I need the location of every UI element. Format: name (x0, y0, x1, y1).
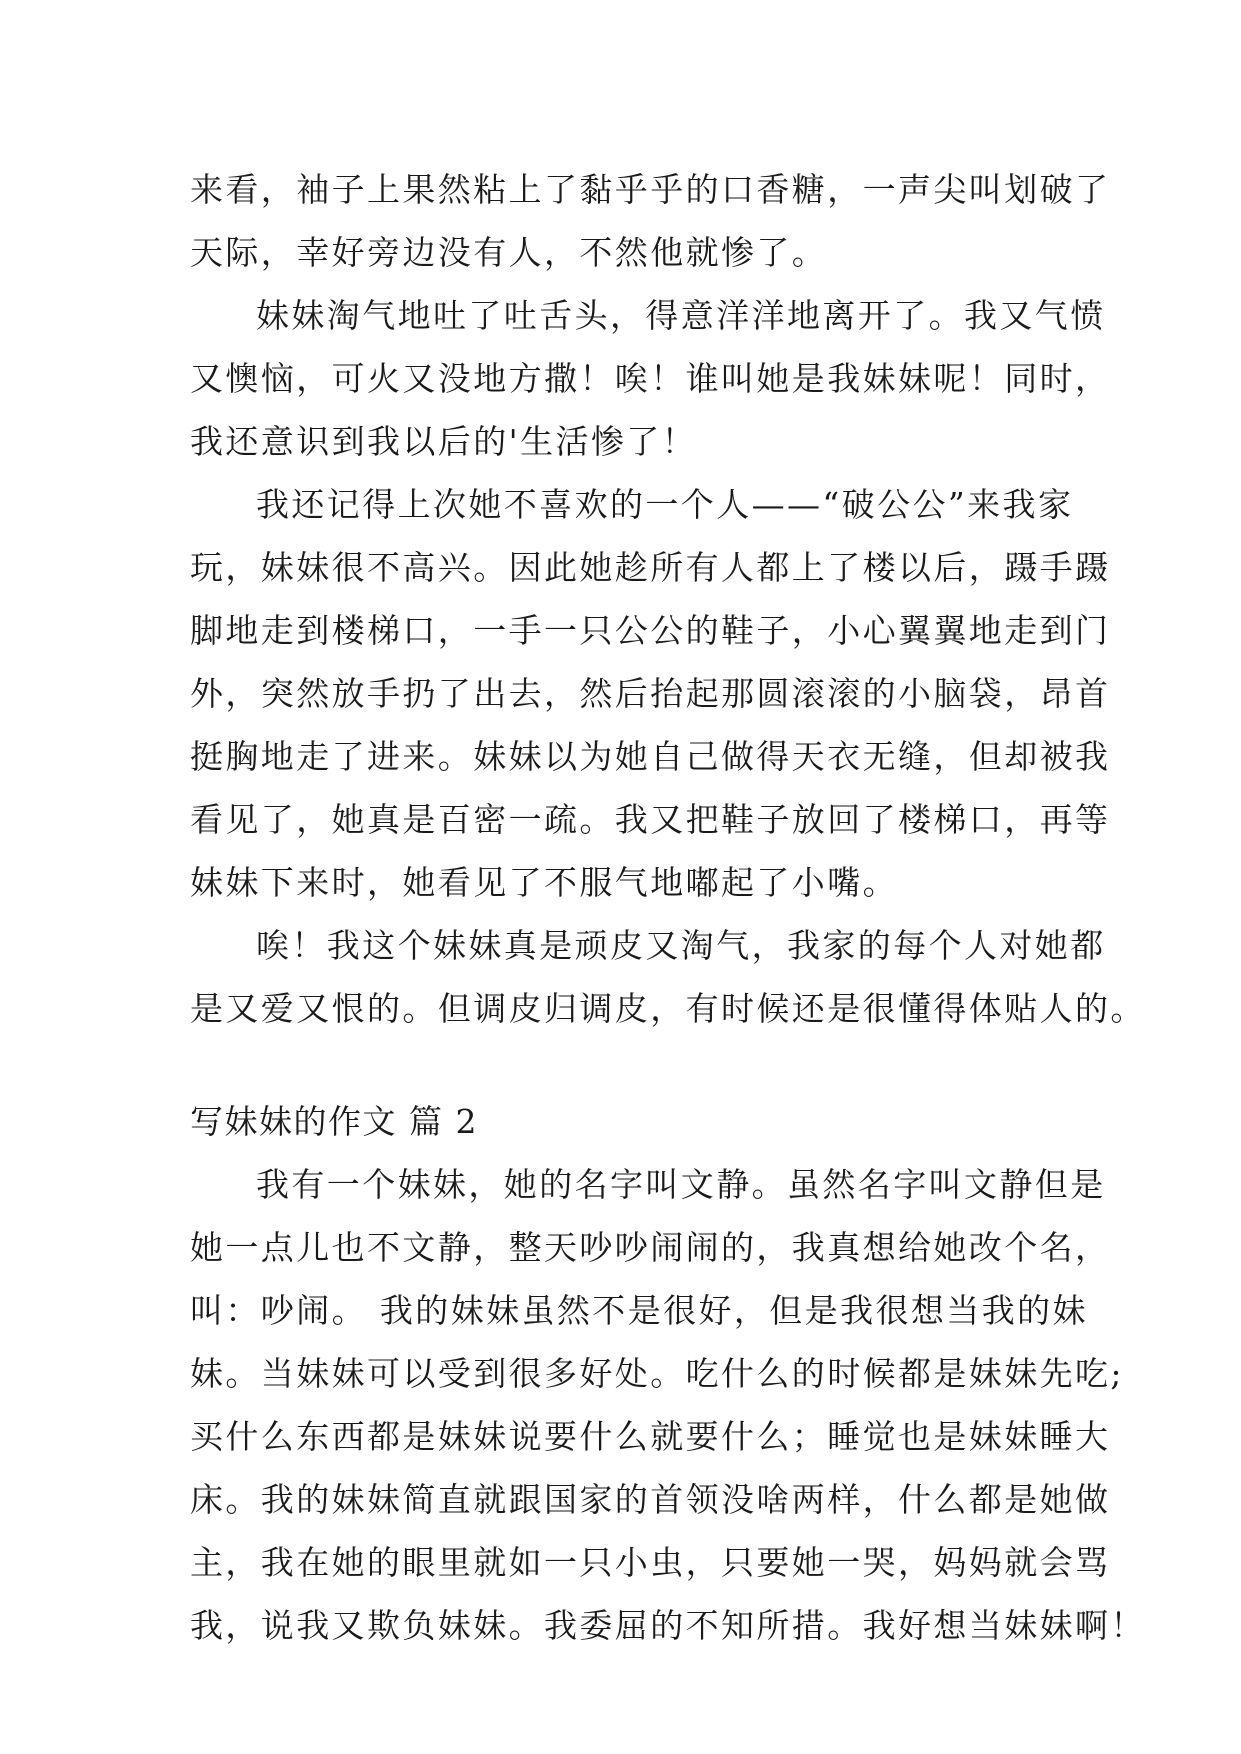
text-line: 主，我在她的眼里就如一只小虫，只要她一哭，妈妈就会骂 (190, 1543, 1111, 1582)
paragraph (190, 473, 1111, 914)
text-line: 我，说我又欺负妹妹。我委屈的不知所措。我好想当妹妹啊！ (190, 1606, 1146, 1645)
text-line: 又懊恼，可火又没地方撒！唉！谁叫她是我妹妹呢！同时， (190, 359, 1111, 398)
text-line: 妹妹下来时，她看见了不服气地嘟起了小嘴。 (190, 863, 898, 902)
paragraph (190, 284, 1111, 473)
text-line: 外，突然放手扔了出去，然后抬起那圆滚滚的小脑袋，昂首 (190, 674, 1111, 713)
section-heading: 写妹妹的作文 篇 2 (190, 1102, 478, 1141)
text-line: 买什么东西都是妹妹说要什么就要什么；睡觉也是妹妹睡大 (190, 1417, 1111, 1456)
text-line: 脚地走到楼梯口，一手一只公公的鞋子，小心翼翼地走到门 (190, 611, 1111, 650)
text-line: 床。我的妹妹简直就跟国家的首领没啥两样，什么都是她做 (190, 1480, 1111, 1519)
text-line: 叫：吵闹。 我的妹妹虽然不是很好，但是我很想当我的妹 (190, 1291, 1088, 1330)
text-line: 玩，妹妹很不高兴。因此她趁所有人都上了楼以后，蹑手蹑 (190, 548, 1111, 587)
text-line: 妹。当妹妹可以受到很多好处。吃什么的时候都是妹妹先吃; (190, 1354, 1124, 1393)
text-line: 她一点儿也不文静，整天吵吵闹闹的，我真想给她改个名， (190, 1228, 1111, 1267)
text-line: 看见了，她真是百密一疏。我又把鞋子放回了楼梯口，再等 (190, 800, 1111, 839)
document-page (190, 158, 1146, 1657)
text-line: 我还记得上次她不喜欢的一个人——“破公公”来我家 (256, 485, 1074, 524)
text-line: 我还意识到我以后的'生活惨了！ (190, 422, 698, 461)
paragraph (190, 914, 1146, 1040)
text-line: 妹妹淘气地吐了吐舌头，得意洋洋地离开了。我又气愤 (256, 296, 1106, 335)
paragraph (190, 1153, 1146, 1657)
text-line: 天际，幸好旁边没有人，不然他就惨了。 (190, 233, 828, 272)
text-line: 唉！我这个妹妹真是顽皮又淘气，我家的每个人对她都 (256, 926, 1106, 965)
text-line: 我有一个妹妹，她的名字叫文静。虽然名字叫文静但是 (256, 1165, 1106, 1204)
text-line: 挺胸地走了进来。妹妹以为她自己做得天衣无缝，但却被我 (190, 737, 1111, 776)
text-line: 来看，袖子上果然粘上了黏乎乎的口香糖，一声尖叫划破了 (190, 170, 1111, 209)
text-line: 是又爱又恨的。但调皮归调皮，有时候还是很懂得体贴人的。 (190, 989, 1146, 1028)
section-gap (190, 1040, 1070, 1090)
paragraph (190, 158, 1111, 284)
